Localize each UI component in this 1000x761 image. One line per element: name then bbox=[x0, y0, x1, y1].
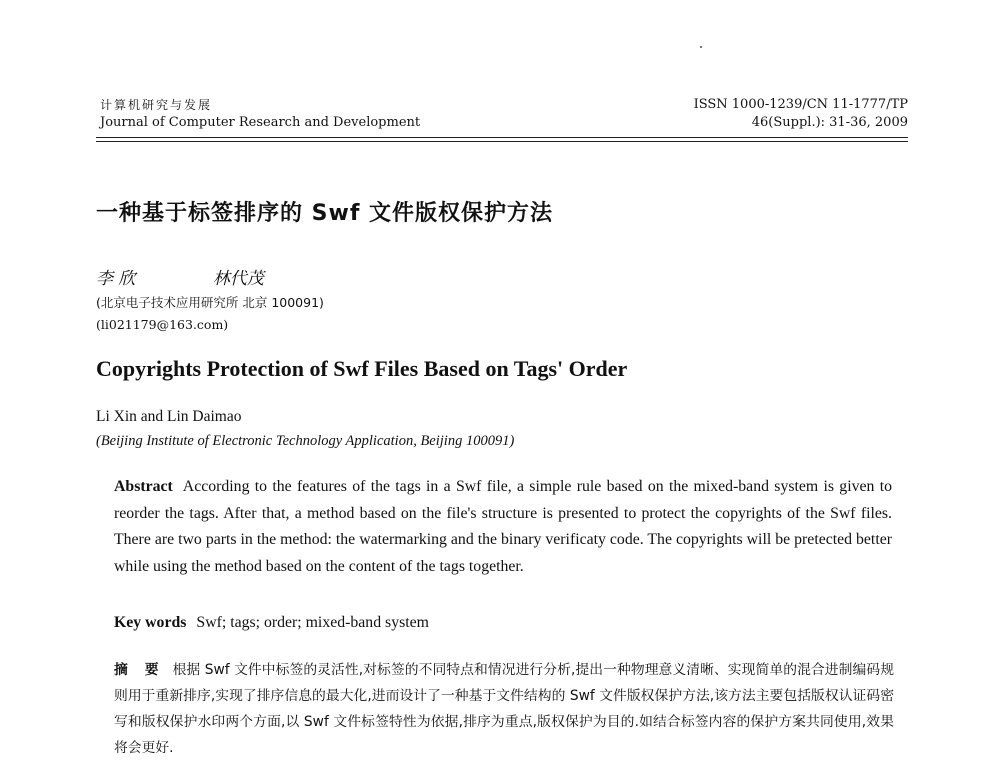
abstract-cn-text: 根据 Swf 文件中标签的灵活性,对标签的不同特点和情况进行分析,提出一种物理意义清晰、实现简单的混合进制编码规则用于重新排序,实现了排序信息的最大化,进而设计了一种基于文件结构的 Swf 文件版权保护方法,该方法主要包括版权认证码密写和版权保护水印两个方面,以 Swf 文件标签特性为依据,排序为重点,版权保护为目的.如结合标签内容的保护方案共同使用,效果将会更好. bbox=[114, 662, 894, 756]
journal-name-cn: 计算机研究与发展 bbox=[100, 98, 213, 112]
affiliation-cn: (北京电子技术应用研究所 北京 100091) bbox=[96, 295, 324, 310]
paper-title-en: Copyrights Protection of Swf Files Based on Tags' Order bbox=[96, 356, 628, 381]
abstract-text: According to the features of the tags in a Swf file, a simple rule based on the mixed-band system is given to reorder the tags. After that, a method based on the file's structure is presented to protect the copyrights of the Swf files. There are two parts in the method: the watermarking and the binary verificaty code. The copyrights will be pretected better while using the method based on the content of the tags together. bbox=[114, 478, 892, 575]
scan-speck bbox=[700, 46, 702, 48]
abstract-label: Abstract bbox=[114, 478, 173, 495]
authors-cn bbox=[96, 264, 336, 289]
author-2-cn: 林代茂 bbox=[212, 269, 264, 289]
keywords-label: Key words bbox=[114, 614, 187, 631]
authors-en: Li Xin and Lin Daimao bbox=[96, 408, 242, 425]
header-rule-thin bbox=[96, 141, 908, 142]
issn-line: ISSN 1000-1239/CN 11-1777/TP bbox=[693, 97, 908, 112]
abstract-en bbox=[114, 474, 892, 580]
abstract-cn-label: 摘 要 bbox=[114, 662, 165, 678]
journal-header-left bbox=[100, 96, 420, 132]
issue-line: 46(Suppl.): 31-36, 2009 bbox=[751, 115, 908, 130]
header-rule-thick bbox=[96, 137, 908, 138]
author-1-cn: 李 欣 bbox=[96, 269, 136, 289]
paper-title-cn: 一种基于标签排序的 Swf 文件版权保护方法 bbox=[96, 201, 554, 226]
journal-header-right bbox=[694, 96, 908, 132]
journal-name-en: Journal of Computer Research and Development bbox=[100, 115, 421, 130]
keywords-text: Swf; tags; order; mixed-band system bbox=[196, 614, 429, 631]
author-email: (li021179@163.com) bbox=[96, 317, 229, 332]
abstract-cn bbox=[114, 657, 894, 761]
keywords-en bbox=[114, 614, 429, 632]
affiliation-en: (Beijing Institute of Electronic Technology Application, Beijing 100091) bbox=[96, 433, 515, 449]
